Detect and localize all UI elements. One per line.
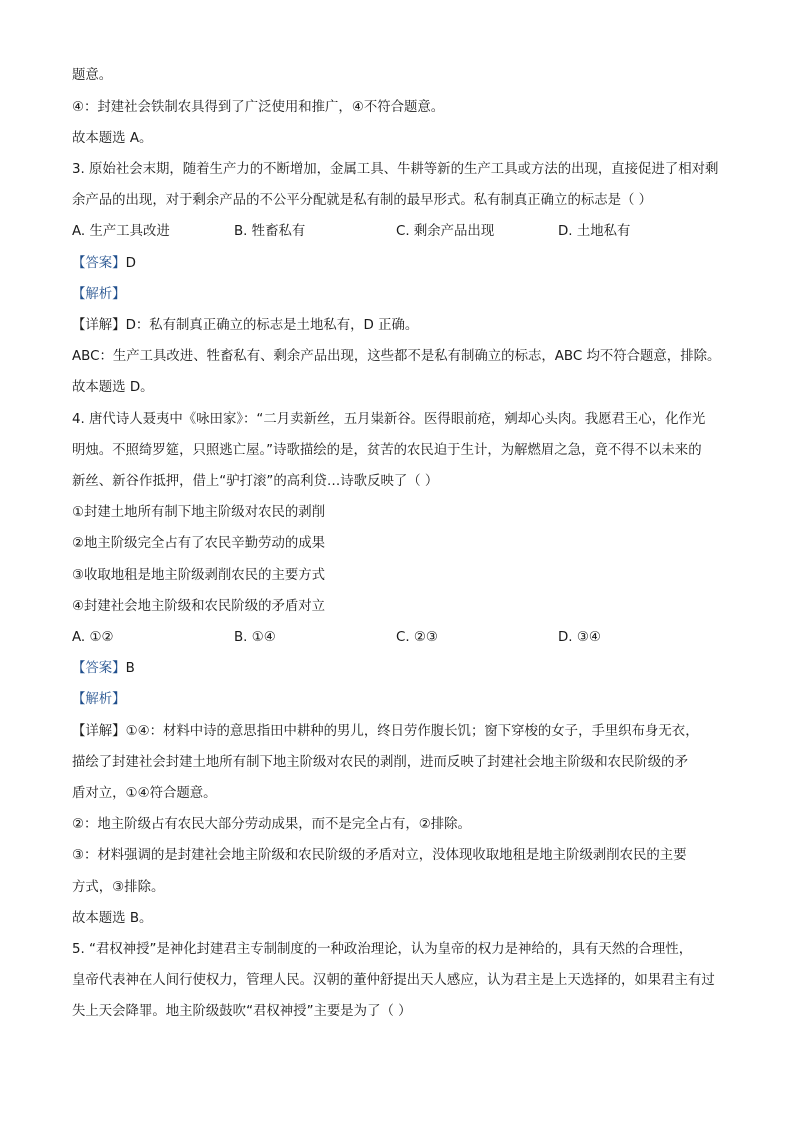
- q3-answer: [72, 254, 136, 274]
- q4-detail-line: 【详解】①④：材料中诗的意思指田中耕种的男儿，终日劳作腹长饥；窗下穿梭的女子，手里织布身无衣，: [72, 724, 699, 739]
- q4-detail-line: 盾对立，①④符合题意。: [72, 786, 217, 801]
- q4-option-c: C. ②③: [396, 630, 438, 645]
- q5-stem-line: 皇帝代表神在人间行使权力，管理人民。汉朝的董仲舒提出天人感应，认为君主是上天选择的，如果君主有过: [72, 973, 715, 988]
- q4-option-d: D. ③④: [558, 630, 601, 645]
- q4-option-a: A. ①②: [72, 630, 114, 645]
- q4-detail-line: 方式，③排除。: [72, 880, 165, 895]
- q3-option-d: D. 土地私有: [558, 224, 631, 239]
- detail-tag: 【详解】: [72, 724, 126, 739]
- q3-detail-line: ABC：生产工具改进、牲畜私有、剩余产品出现，这些都不是私有制确立的标志，ABC 均不符合题意，排除。: [72, 349, 721, 364]
- q3-option-a: A. 生产工具改进: [72, 224, 170, 239]
- q3-stem-line: 余产品的出现，对于剩余产品的不公平分配就是私有制的最早形式。私有制真正确立的标志是（ ）: [72, 193, 653, 208]
- q4-stem-line: 明烛。不照绮罗筵，只照逃亡屋。”诗歌描绘的是，贫苦的农民迫于生计，为解燃眉之急，竟不得不以未来的: [72, 443, 702, 458]
- answer-value: D: [125, 256, 136, 271]
- detail-tag: 【详解】: [72, 318, 126, 333]
- q3-stem-line: 3. 原始社会末期，随着生产力的不断增加，金属工具、牛耕等新的生产工具或方法的出现，直接促进了相对剩: [72, 162, 719, 177]
- answer-value: B: [125, 661, 135, 676]
- q4-stem-line: 新丝、新谷作抵押，借上“驴打滚”的高利贷…诗歌反映了（ ）: [72, 474, 439, 489]
- answer-tag: 【答案】: [72, 661, 126, 676]
- q4-detail-line: ②：地主阶级占有农民大部分劳动成果，而不是完全占有，②排除。: [72, 817, 471, 832]
- q4-option-b: B. ①④: [234, 630, 276, 645]
- q3-conclusion: 故本题选 D。: [72, 380, 154, 395]
- q3-option-b: B. 牲畜私有: [234, 224, 306, 239]
- q5-stem-line: 失上天会降罪。地主阶级鼓吹“君权神授”主要是为了（ ）: [72, 1004, 412, 1019]
- q4-stem-line: 4. 唐代诗人聂夷中《咏田家》：“二月卖新丝，五月粜新谷。医得眼前疮，剜却心头肉。我愿君王心，化作光: [72, 412, 706, 427]
- q4-detail-line: ③：材料强调的是封建社会地主阶级和农民阶级的矛盾对立，没体现收取地租是地主阶级剥削农民的主要: [72, 848, 687, 863]
- q3-option-c: C. 剩余产品出现: [396, 224, 495, 239]
- q3-detail-line: 【详解】D：私有制真正确立的标志是土地私有，D 正确。: [72, 318, 419, 333]
- q3-analysis-tag: 【解析】: [72, 287, 126, 302]
- q4-item: ②地主阶级完全占有了农民辛勤劳动的成果: [72, 536, 326, 551]
- q4-item: ④封建社会地主阶级和农民阶级的矛盾对立: [72, 599, 326, 614]
- q5-stem-line: 5. “君权神授”是神化封建君主专制制度的一种政治理论，认为皇帝的权力是神给的，具有天然的合理性，: [72, 942, 693, 957]
- answer-tag: 【答案】: [72, 256, 126, 271]
- q2-tail-line: ④：封建社会铁制农具得到了广泛使用和推广，④不符合题意。: [72, 100, 445, 115]
- q4-conclusion: 故本题选 B。: [72, 911, 153, 926]
- q2-conclusion: 故本题选 A。: [72, 131, 153, 146]
- q4-detail-line: 描绘了封建社会封建土地所有制下地主阶级对农民的剥削，进而反映了封建社会地主阶级和农民阶级的矛: [72, 755, 688, 770]
- q2-tail-line: 题意。: [72, 68, 113, 83]
- q4-answer: [72, 659, 135, 679]
- q4-analysis-tag: 【解析】: [72, 692, 126, 707]
- q4-item: ①封建土地所有制下地主阶级对农民的剥削: [72, 505, 326, 520]
- q4-item: ③收取地租是地主阶级剥削农民的主要方式: [72, 568, 326, 583]
